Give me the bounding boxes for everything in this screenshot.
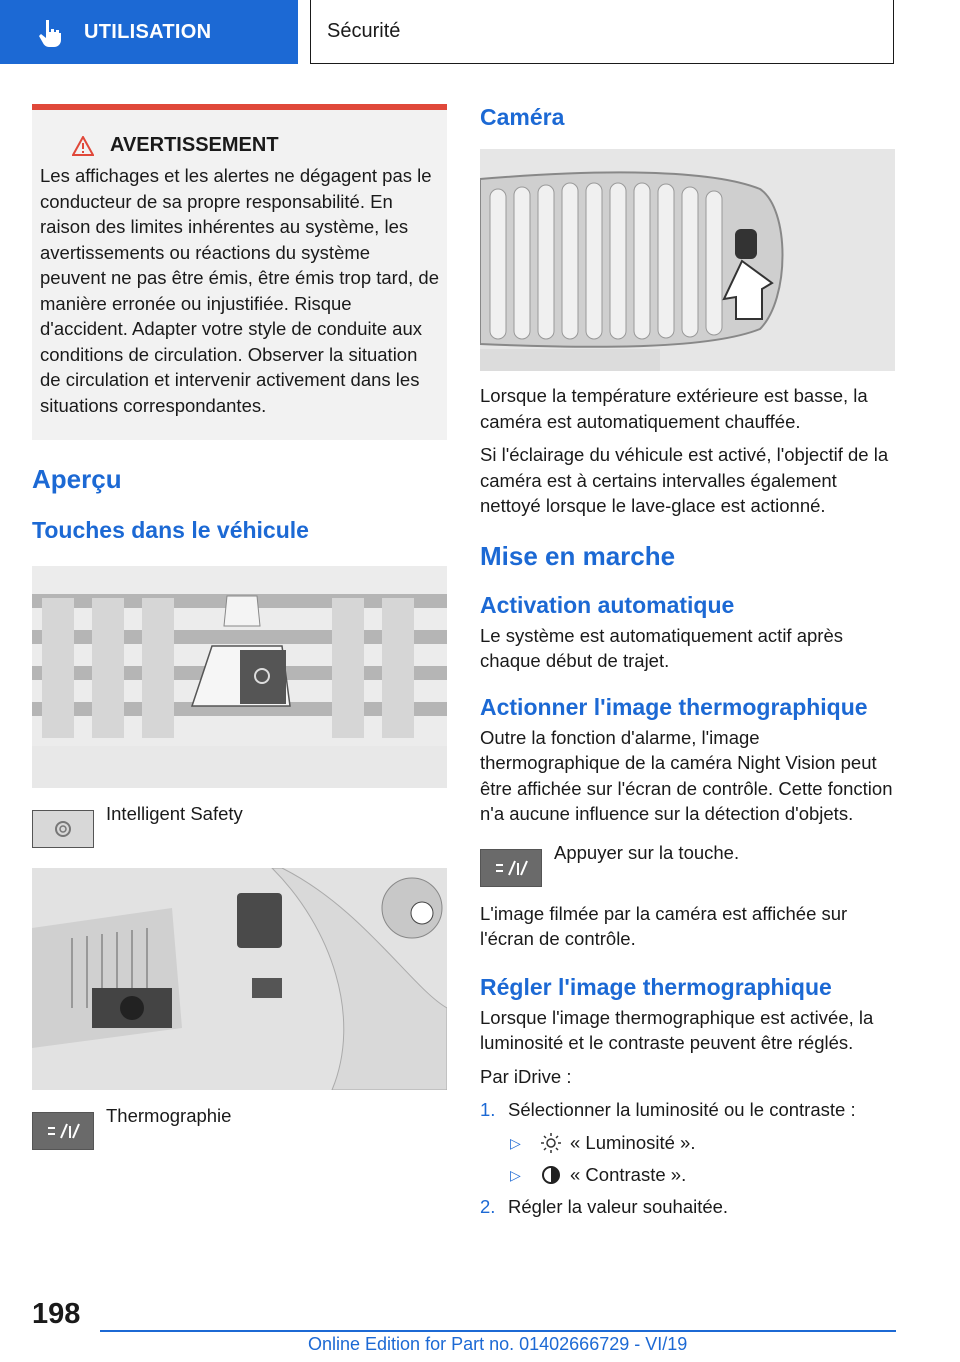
thermo-result-text: L'image filmée par la caméra est affichée sur l'écran de contrôle. xyxy=(480,902,848,949)
warning-box xyxy=(32,104,447,440)
step-1 xyxy=(480,1097,895,1122)
warning-title: AVERTISSEMENT xyxy=(110,134,279,156)
hand-pointer-icon xyxy=(36,17,66,47)
right-column xyxy=(480,104,895,1219)
press-key-label: Appuyer sur la touche. xyxy=(554,841,740,863)
page-number: 198 xyxy=(32,1298,81,1330)
auto-activation-heading: Activation automatique xyxy=(480,591,735,618)
keys-subheading: Touches dans le véhicule xyxy=(32,517,309,543)
idrive-label: Par iDrive : xyxy=(480,1065,572,1087)
left-column xyxy=(32,104,447,1150)
bullet-triangle-icon: ▷ xyxy=(510,1134,521,1151)
adjust-text: Lorsque l'image thermographique est activée, la luminosité et le contraste peuvent être réglés. xyxy=(480,1006,874,1053)
intelligent-safety-label: Intelligent Safety xyxy=(106,803,243,824)
option-contrast xyxy=(510,1164,895,1186)
dashboard-button-illustration xyxy=(32,868,447,1090)
step-text: Régler la valeur souhaitée. xyxy=(508,1196,729,1217)
section-title: Sécurité xyxy=(327,20,401,42)
step-2 xyxy=(480,1194,895,1219)
footer-edition: Online Edition for Part no. 01402666729 - VI/19 xyxy=(308,1334,688,1354)
step-text: Sélectionner la luminosité ou le contraste : xyxy=(508,1099,856,1120)
option-brightness xyxy=(510,1132,895,1154)
adjust-heading: Régler l'image thermographique xyxy=(480,973,832,1000)
thermography-icon xyxy=(32,1112,94,1150)
step-number: 1. xyxy=(480,1099,496,1120)
camera-heading: Caméra xyxy=(480,104,565,130)
thermography-label: Thermographie xyxy=(106,1105,232,1126)
camera-paragraph-1: Lorsque la température extérieure est basse, la caméra est automatiquement chauffée. xyxy=(480,385,868,432)
intelligent-safety-icon xyxy=(32,810,94,848)
overview-heading: Aperçu xyxy=(32,464,122,494)
chapter-tab xyxy=(0,0,298,64)
footer-divider xyxy=(100,1330,896,1332)
intelligent-safety-key-row xyxy=(32,803,447,848)
auto-activation-text: Le système est automatiquement actif après chaque début de trajet. xyxy=(480,624,843,671)
thermography-key-row xyxy=(32,1105,447,1150)
adjust-steps-continued xyxy=(480,1194,895,1219)
brightness-icon xyxy=(540,1132,562,1154)
contrast-icon xyxy=(540,1164,562,1186)
step-number: 2. xyxy=(480,1196,496,1217)
warning-text: Les affichages et les alertes ne dégagent pas le conducteur de sa propre responsabilité. En raison des limites inhérentes au système, les avertissements ou réactions du système peuvent ne pas être émis, être émis trop tard, de manière erronée ou injustifiée. Risque d'accident. Adapter votre style de conduite aux conditions de circulation. Observer la situation de circulation et intervenir activement dans les situations correspondantes. xyxy=(40,165,439,416)
bullet-triangle-icon: ▷ xyxy=(510,1166,521,1183)
section-header xyxy=(310,0,894,64)
camera-paragraph-2: Si l'éclairage du véhicule est activé, l'objectif de la caméra est à certains intervalles également nettoyé lorsque le lave-glace est actionné. xyxy=(480,444,889,516)
thermography-icon xyxy=(480,849,542,887)
chapter-title: UTILISATION xyxy=(84,20,212,43)
press-key-row xyxy=(480,841,895,887)
camera-location-illustration xyxy=(480,149,895,371)
thermo-activation-heading: Actionner l'image thermographique xyxy=(480,693,868,720)
option-contrast-label: « Contraste ». xyxy=(570,1164,687,1185)
start-heading: Mise en marche xyxy=(480,540,676,571)
thermo-activation-text: Outre la fonction d'alarme, l'image thermographique de la caméra Night Vision peut être affichée sur l'écran de contrôle. Cette fonction n'a aucune influence sur la détection d'objets. xyxy=(480,726,893,824)
option-brightness-label: « Luminosité ». xyxy=(570,1132,696,1153)
adjust-steps xyxy=(480,1097,895,1122)
grille-button-illustration xyxy=(32,566,447,788)
warning-heading xyxy=(72,134,439,157)
warning-triangle-icon xyxy=(72,136,94,156)
